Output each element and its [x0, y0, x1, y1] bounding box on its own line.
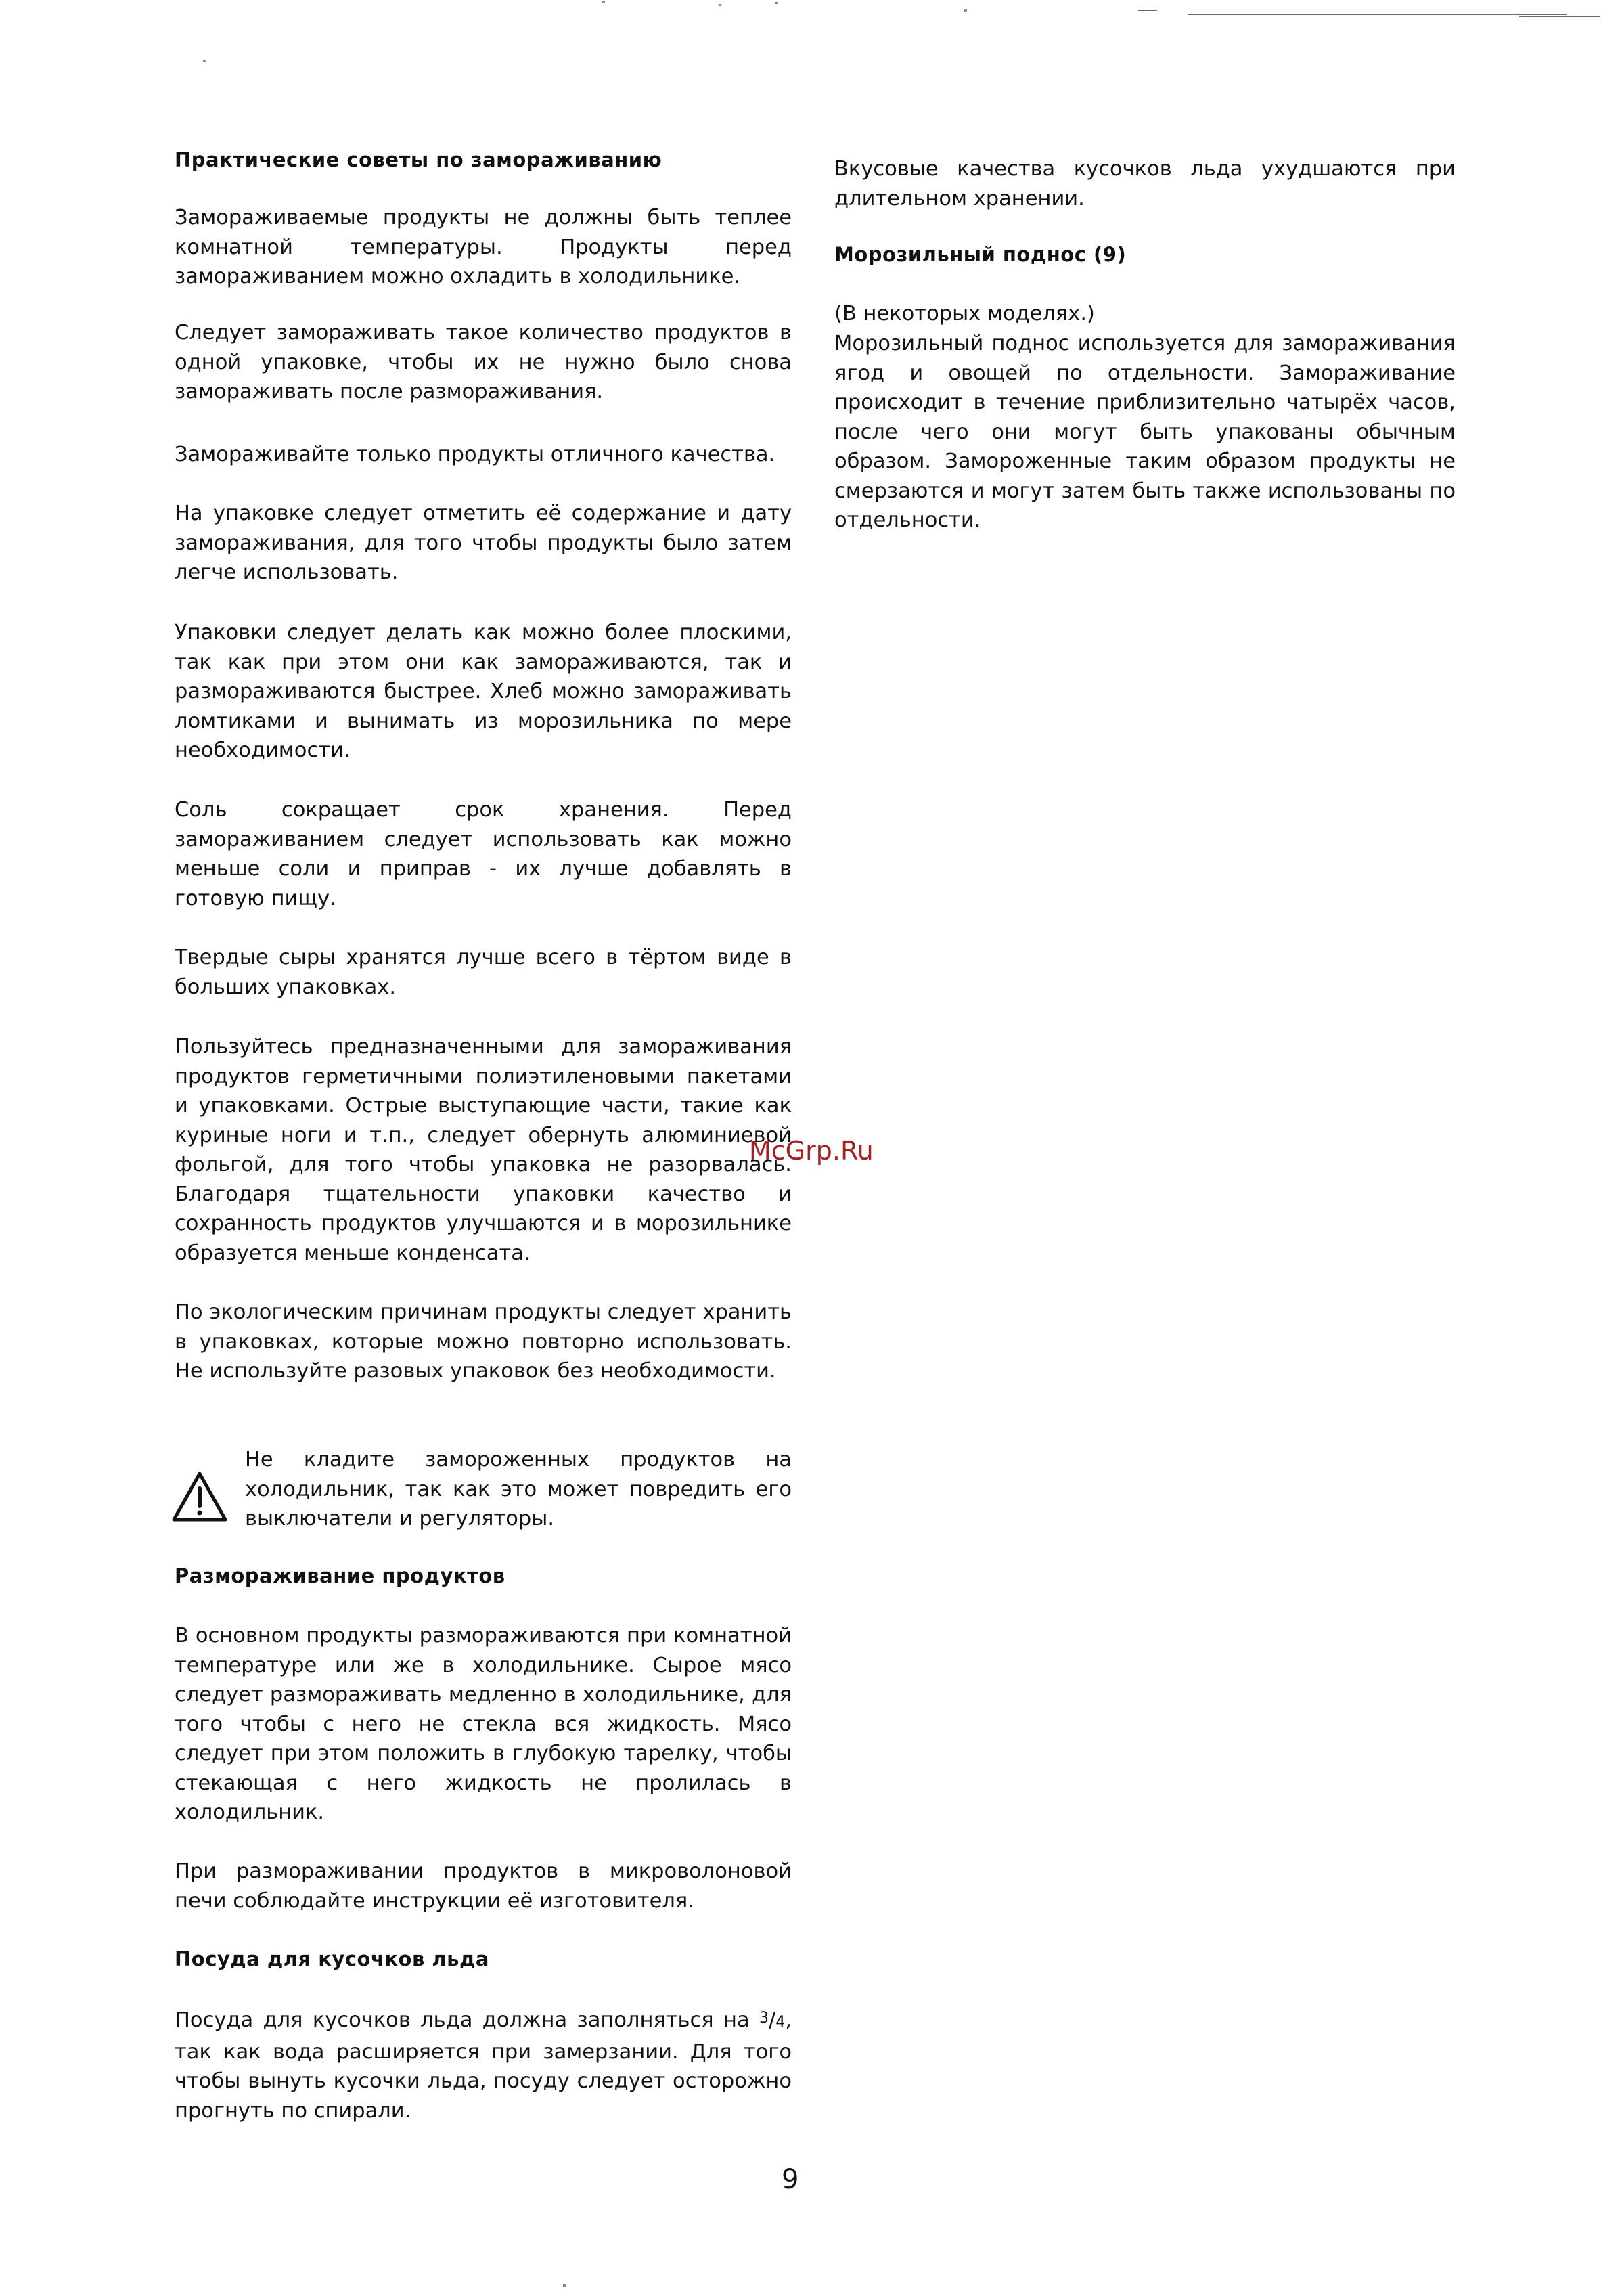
paragraph-labeling: На упаковке следует отметить её содержание и дату замораживания, для того чтобы продукты было затем легче использовать.	[175, 502, 792, 584]
paragraph-temperature: Замораживаемые продукты не должны быть теплее комнатной температуры. Продукты перед замораживанием можно охладить в холодильнике.	[175, 206, 792, 288]
warning-text: Не кладите замороженных продуктов на холодильник, так как это может повредить его выключатели и регуляторы.	[245, 1448, 792, 1530]
paragraph-defrosting: В основном продукты размораживаются при комнатной температуре или же в холодильнике. Сырое мясо следует размораживать медленно в холодильнике, для того чтобы с него не стекла вся жидкость. Мясо следует при этом положить в глубокую тарелку, чтобы стекающая с него жидкость не пролилась в холодильник.	[175, 1624, 792, 1824]
scan-artifact-line	[1138, 10, 1157, 11]
fraction-numerator: 3	[759, 2010, 769, 2027]
ice-tray-text-start: Посуда для кусочков льда должна заполняться на	[175, 2008, 760, 2032]
paragraph-ecology: По экологическим причинам продукты следует хранить в упаковках, которые можно повторно использовать. Не используйте разовых упаковок без необходимости.	[175, 1300, 792, 1383]
paragraph-portion-size: Следует замораживать такое количество продуктов в одной упаковке, чтобы их не нужно было снова замораживать после размораживания.	[175, 321, 792, 403]
paragraph-quality: Замораживайте только продукты отличного качества.	[175, 443, 775, 466]
warning-triangle-icon	[171, 1471, 228, 1522]
ice-tray-text-end: , так как вода расширяется при замерзании. Для того чтобы вынуть кусочки льда, посуду следует осторожно прогнуть по спирали.	[175, 2008, 792, 2123]
heading-ice-tray: Посуда для кусочков льда	[175, 1947, 489, 1970]
paragraph-ice-quality: Вкусовые качества кусочков льда ухудшаются при длительном хранении.	[834, 157, 1456, 211]
scan-artifact-dot	[602, 1, 605, 3]
heading-defrosting: Размораживание продуктов	[175, 1564, 505, 1587]
scan-artifact-dot	[719, 4, 721, 6]
scan-artifact-line	[1188, 14, 1567, 15]
paragraph-salt: Соль сокращает срок хранения. Перед замораживанием следует использовать как можно меньше соли и приправ - их лучше добавлять в готовую пищу.	[175, 798, 792, 910]
paragraph-flat-packaging: Упаковки следует делать как можно более плоскими, так как при этом они как замораживаются, так и размораживаются быстрее. Хлеб можно замораживать ломтиками и вынимать из морозильника по мере необходимости.	[175, 621, 792, 762]
paragraph-packaging-materials: Пользуйтесь предназначенными для замораживания продуктов герметичными полиэтиленовыми пакетами и упаковками. Острые выступающие части, такие как куриные ноги и т.п., следует обернуть алюминиевой фольгой, для того чтобы упаковка не разорвалась. Благодаря тщательности упаковки качество и сохранность продуктов улучшаются и в морозильнике образуется меньше конденсата.	[175, 1035, 792, 1265]
heading-freezer-tray: Морозильный поднос (9)	[834, 243, 1127, 266]
scan-artifact-dot	[203, 60, 206, 62]
paragraph-microwave: При размораживании продуктов в микроволоновой печи соблюдайте инструкции её изготовителя.	[175, 1859, 792, 1913]
scan-artifact-dot	[964, 9, 967, 12]
scan-artifact-dot	[563, 2284, 566, 2287]
fraction-denominator: 4	[775, 2014, 786, 2031]
page-number: 9	[782, 2164, 799, 2195]
scan-artifact-line	[1519, 16, 1600, 17]
heading-freezing-tips: Практические советы по замораживанию	[175, 148, 662, 171]
paragraph-cheese: Твердые сыры хранятся лучше всего в тёртом виде в больших упаковках.	[175, 946, 792, 999]
paragraph-ice-tray: Посуда для кусочков льда должна заполняться на $^3$/4, так как вода расширяется при замерзании. Для того чтобы вынуть кусочки льда, посуду следует осторожно прогнуть по спирали.	[175, 2008, 792, 2123]
paragraph-freezer-tray: Морозильный поднос используется для замораживания ягод и овощей по отдельности. Замораживание происходит в течение приблизительно чатырёх часов, после чего они могут быть упакованы обычным образом. Замороженные таким образом продукты не смерзаются и могут затем быть также использованы по отдельности.	[834, 332, 1456, 532]
watermark: McGrp.Ru	[749, 1136, 874, 1166]
scan-artifact-dot	[775, 2, 778, 4]
paragraph-model-note: (В некоторых моделях.)	[834, 302, 1095, 326]
